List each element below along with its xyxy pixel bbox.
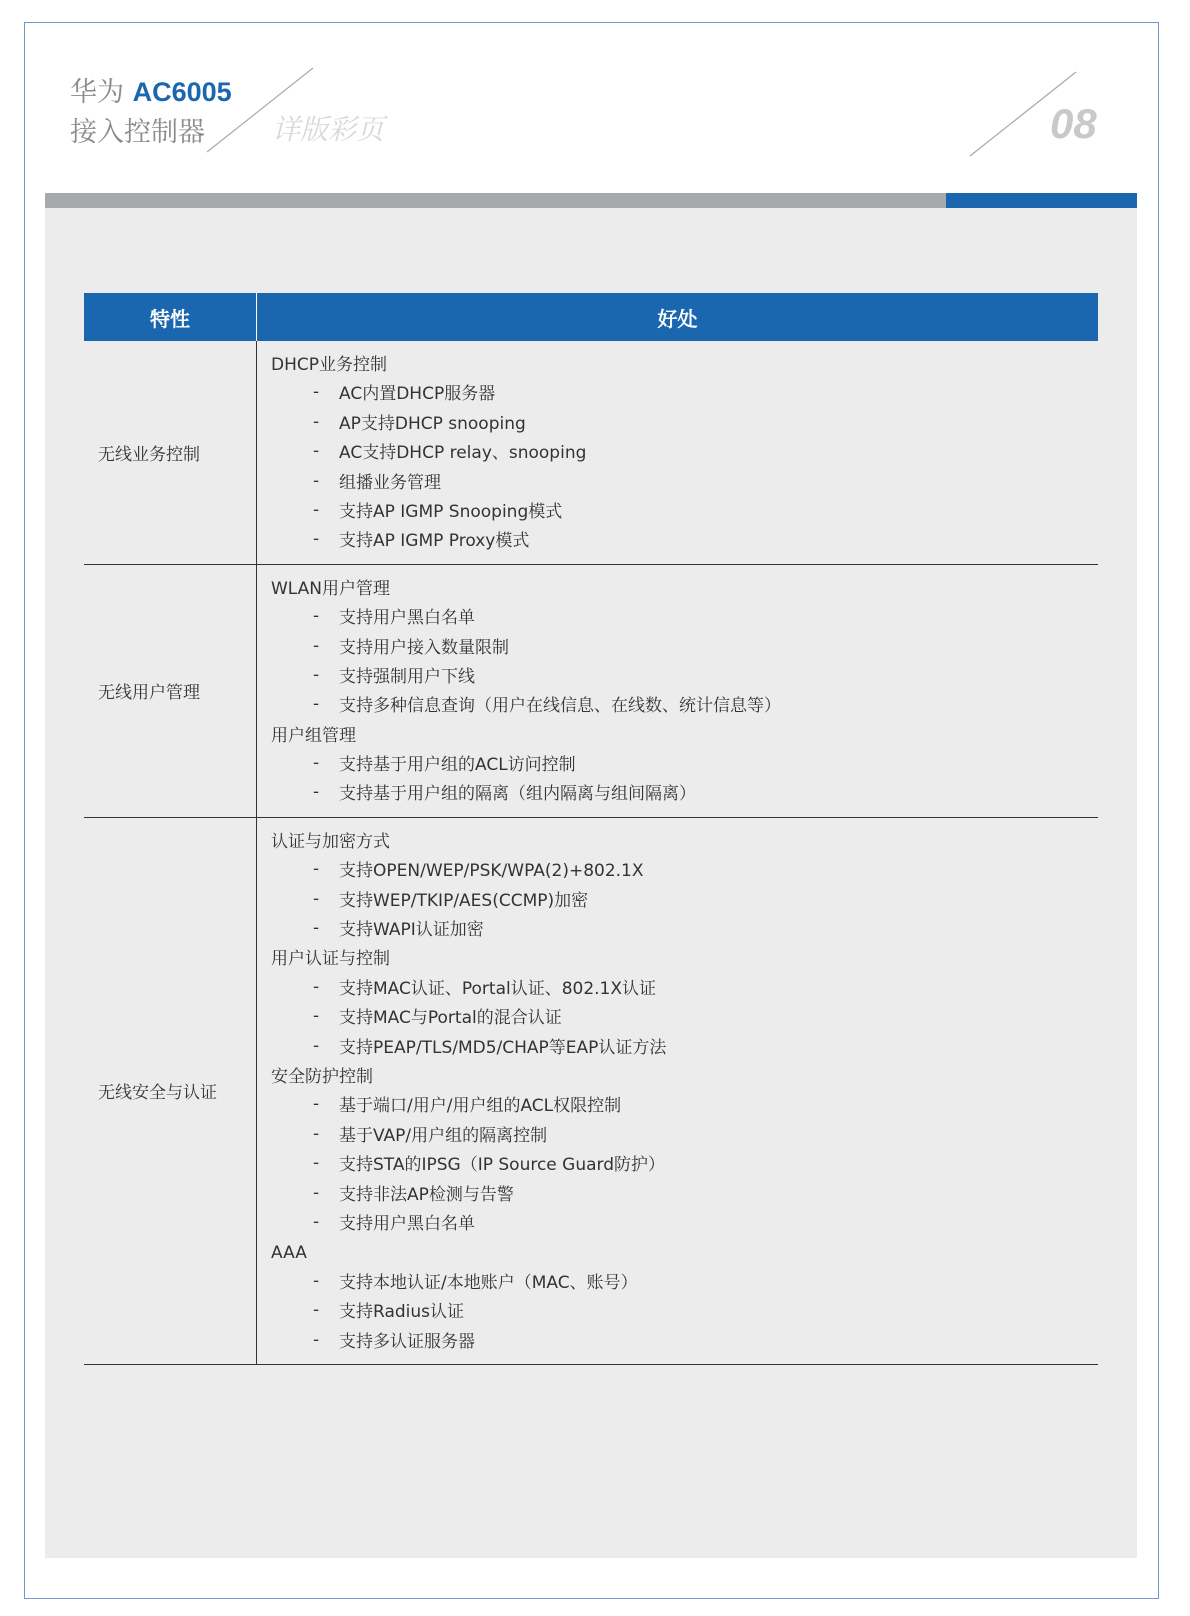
list-item-text: 支持AP IGMP Proxy模式: [339, 531, 530, 552]
dash-bullet-icon: -: [313, 918, 320, 939]
list-item: [271, 1210, 1098, 1239]
benefit-group-title: AAA: [271, 1243, 307, 1264]
list-item: [271, 1298, 1098, 1327]
list-item-text: 支持OPEN/WEP/PSK/WPA(2)+802.1X: [339, 861, 644, 882]
list-item-text: 支持MAC与Portal的混合认证: [339, 1008, 562, 1029]
dash-bullet-icon: -: [313, 694, 320, 715]
list-item: [271, 916, 1098, 945]
dash-bullet-icon: -: [313, 382, 320, 403]
dash-bullet-icon: -: [313, 976, 320, 997]
list-item-text: 支持本地认证/本地账户（MAC、账号）: [339, 1272, 638, 1293]
benefit-cell: [257, 341, 1099, 564]
table-header-row: [84, 293, 1098, 341]
list-item-text: 支持基于用户组的ACL访问控制: [339, 755, 576, 776]
dash-bullet-icon: -: [313, 411, 320, 432]
list-item-text: 支持STA的IPSG（IP Source Guard防护）: [339, 1155, 666, 1176]
benefit-group-title: 用户认证与控制: [271, 949, 390, 970]
table-body: [84, 341, 1098, 1364]
list-item: [271, 1269, 1098, 1298]
list-item-text: 支持多种信息查询（用户在线信息、在线数、统计信息等）: [339, 696, 781, 717]
dash-bullet-icon: -: [313, 782, 320, 803]
header-benefit: 好处: [257, 293, 1099, 341]
header-bar-blue: [946, 193, 1137, 208]
table-row: [84, 341, 1098, 564]
benefit-group-title: DHCP业务控制: [271, 355, 387, 375]
dash-bullet-icon: -: [313, 635, 320, 656]
table-row: [84, 817, 1098, 1364]
list-item: [271, 469, 1098, 498]
list-item: [271, 1328, 1098, 1357]
dash-bullet-icon: -: [313, 1153, 320, 1174]
dash-bullet-icon: -: [313, 1300, 320, 1321]
list-item-text: AP支持DHCP snooping: [339, 413, 526, 434]
product-line: 接入控制器: [70, 117, 205, 148]
list-item: [271, 780, 1098, 809]
list-item: [271, 1004, 1098, 1033]
list-item-text: 支持用户黑白名单: [339, 608, 475, 629]
model-name: AC6005: [132, 77, 232, 107]
list-item: [271, 975, 1098, 1004]
list-item-text: 支持WAPI认证加密: [339, 920, 484, 941]
benefit-group-title: 用户组管理: [271, 725, 356, 746]
subtitle: 详版彩页: [272, 113, 385, 146]
dash-bullet-icon: -: [313, 1329, 320, 1350]
dash-bullet-icon: -: [313, 441, 320, 462]
list-item: [271, 1122, 1098, 1151]
dash-bullet-icon: -: [313, 1123, 320, 1144]
list-item: [271, 498, 1098, 527]
dash-bullet-icon: -: [313, 606, 320, 627]
list-item-text: 支持PEAP/TLS/MD5/CHAP等EAP认证方法: [339, 1037, 667, 1058]
feature-cell: 无线业务控制: [84, 341, 257, 564]
dash-bullet-icon: -: [313, 859, 320, 880]
dash-bullet-icon: -: [313, 529, 320, 550]
list-item-text: 支持Radius认证: [339, 1302, 465, 1323]
list-item-text: 支持基于用户组的隔离（组内隔离与组间隔离）: [339, 784, 696, 805]
table-row: [84, 564, 1098, 817]
dash-bullet-icon: -: [313, 1006, 320, 1027]
list-item-text: AC内置DHCP服务器: [339, 384, 496, 405]
list-item-text: 组播业务管理: [339, 472, 441, 493]
list-item: [271, 439, 1098, 468]
dash-bullet-icon: -: [313, 1211, 320, 1232]
dash-bullet-icon: -: [313, 1182, 320, 1203]
dash-bullet-icon: -: [313, 499, 320, 520]
list-item: [271, 857, 1098, 886]
dash-bullet-icon: -: [313, 1270, 320, 1291]
list-item-text: 支持MAC认证、Portal认证、802.1X认证: [339, 978, 657, 999]
list-item: [271, 380, 1098, 409]
list-item: [271, 887, 1098, 916]
header-bar-gray: [45, 193, 946, 208]
list-item: [271, 527, 1098, 556]
list-item-text: 基于VAP/用户组的隔离控制: [339, 1125, 548, 1146]
dash-bullet-icon: -: [313, 664, 320, 685]
page-number: 08: [1050, 100, 1097, 147]
feature-table: [84, 293, 1098, 1365]
list-item-text: 支持AP IGMP Snooping模式: [339, 501, 563, 522]
list-item-text: 支持用户接入数量限制: [339, 637, 509, 658]
header-feature: 特性: [84, 293, 257, 341]
list-item: [271, 663, 1098, 692]
dash-bullet-icon: -: [313, 1035, 320, 1056]
list-item: [271, 410, 1098, 439]
feature-cell: 无线安全与认证: [84, 817, 257, 1364]
benefit-cell: [257, 817, 1099, 1364]
dash-bullet-icon: -: [313, 753, 320, 774]
list-item: [271, 692, 1098, 721]
benefit-group-title: 认证与加密方式: [271, 831, 390, 852]
list-item: [271, 1181, 1098, 1210]
list-item: [271, 634, 1098, 663]
brand-prefix: 华为: [70, 77, 124, 108]
list-item-text: 支持非法AP检测与告警: [339, 1184, 514, 1205]
list-item: [271, 751, 1098, 780]
dash-bullet-icon: -: [313, 1094, 320, 1115]
dash-bullet-icon: -: [313, 470, 320, 491]
list-item: [271, 1151, 1098, 1180]
benefit-cell: [257, 564, 1099, 817]
list-item-text: 支持强制用户下线: [339, 666, 475, 687]
list-item-text: 基于端口/用户/用户组的ACL权限控制: [339, 1096, 622, 1117]
list-item-text: 支持用户黑白名单: [339, 1213, 475, 1234]
feature-cell: 无线用户管理: [84, 564, 257, 817]
dash-bullet-icon: -: [313, 888, 320, 909]
benefit-group-title: WLAN用户管理: [271, 578, 391, 599]
list-item-text: 支持WEP/TKIP/AES(CCMP)加密: [339, 890, 589, 911]
list-item-text: 支持多认证服务器: [339, 1331, 475, 1352]
benefit-group-title: 安全防护控制: [271, 1066, 373, 1087]
list-item: [271, 1034, 1098, 1063]
list-item: [271, 1092, 1098, 1121]
list-item-text: AC支持DHCP relay、snooping: [339, 443, 587, 464]
list-item: [271, 604, 1098, 633]
